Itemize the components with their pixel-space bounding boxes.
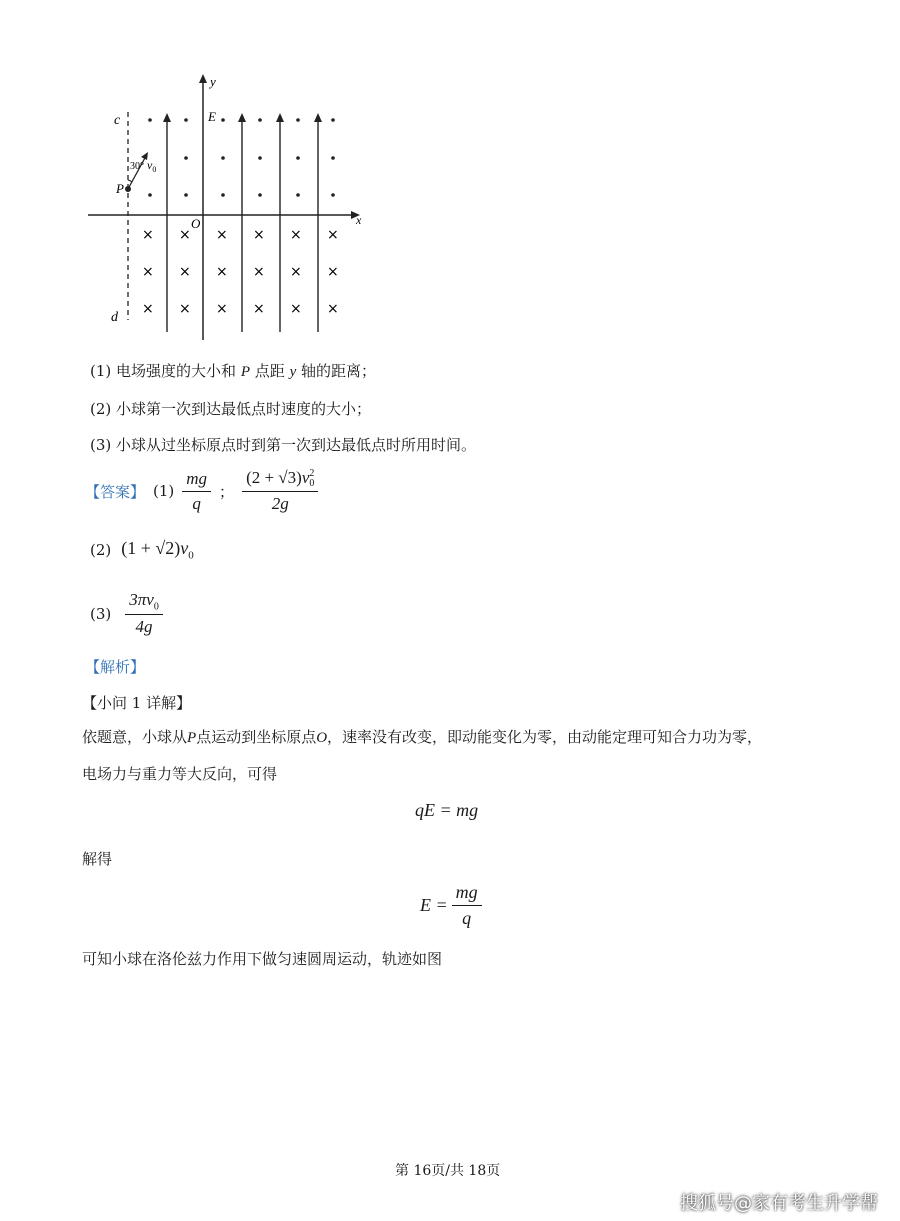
field-cross: × [179,227,191,243]
origin-label: O [191,216,201,231]
field-dot [221,118,225,122]
field-cross: × [179,301,191,317]
fraction-denominator: 2g [271,494,289,514]
equation-lhs: E = [420,895,448,915]
q3-text: 小球从过坐标原点时到第一次到达最低点时所用时间。 [116,436,477,454]
field-cross: × [253,301,265,317]
field-cross: × [216,301,228,317]
subscript: 0 [153,601,159,613]
field-cross: × [216,227,228,243]
field-cross: × [142,264,154,280]
q1-text-b: 点距 [254,362,285,380]
line-c-label: c [114,113,121,128]
answer-1-fraction-2 [242,468,318,514]
expression: (2 + √3) [246,468,302,487]
field-dot [331,156,335,160]
field-dot [184,118,188,122]
question-1 [90,360,376,381]
analysis-paragraph-1 [82,726,762,747]
y-axis-label: y [210,74,216,89]
field-dot [258,156,262,160]
field-cross: × [290,301,302,317]
fraction-denominator: q [462,908,472,928]
p1-text-b: 点运动到坐标原点 [196,728,317,746]
q1-var-y: y [289,364,297,380]
angle-label: 30° [130,161,144,172]
field-dot [296,193,300,197]
q1-text-a: 电场强度的大小和 [116,362,237,380]
fraction-numerator [125,590,163,615]
field-dot [258,193,262,197]
velocity-symbol: v [301,468,310,487]
field-dot [296,118,300,122]
line-d-label: d [111,310,118,325]
expression: (1 + √2) [121,538,181,558]
q1-var-p: P [240,364,250,380]
field-cross: × [142,301,154,317]
q1-number: (1) [90,362,112,380]
p1-var-o: O [316,730,328,746]
answer-1 [85,468,318,514]
field-cross: × [327,264,339,280]
electric-field-lines [163,113,322,332]
field-dot [184,193,188,197]
field-dot [184,156,188,160]
field-cross: × [290,264,302,280]
field-cross: × [253,264,265,280]
fraction-denominator: 4g [135,617,153,637]
field-dot [148,118,152,122]
sub-heading: 【小问 1 详解】 [82,694,192,712]
field-dot [331,193,335,197]
answer-1-number: (1) [153,482,175,501]
subscript: 0 [309,478,315,490]
field-line-arrow [163,113,171,122]
x-axis-label: x [356,213,362,227]
field-dot [331,118,335,122]
answer-3-fraction [125,590,163,637]
field-cross: × [142,227,154,243]
field-line-arrow [314,113,322,122]
q2-text: 小球第一次到达最低点时速度的大小； [116,400,372,418]
magnetic-field-in-crosses [142,227,339,317]
expression: 3πv [129,590,154,609]
field-dot [258,118,262,122]
field-dot [221,156,225,160]
field-dot [296,156,300,160]
field-cross: × [179,264,191,280]
field-line-arrow [276,113,284,122]
subscript: 0 [188,549,194,562]
superscript: 2 [309,468,315,480]
point-p-label: P [116,181,124,196]
fraction-denominator: q [192,493,201,513]
fraction-numerator [242,468,318,492]
analysis-paragraph-3: 解得 [82,850,113,868]
answer-1-fraction-1 [182,469,211,514]
physics-figure [80,70,380,345]
equation-2 [420,882,482,929]
velocity-label: $v_0$ [147,158,157,174]
velocity-symbol: v [180,538,189,558]
watermark: 搜狐号@家有考生升学帮 [680,1193,878,1214]
field-cross: × [216,264,228,280]
question-3 [90,434,476,455]
p1-text-c: ，速率没有改变，即动能变化为零，由动能定理可知合力功为零， [327,728,763,746]
p1-text-a: 依题意，小球从 [82,728,188,746]
answer-tag: 【答案】 [85,482,146,501]
field-label: E [208,109,216,124]
answer-2 [90,538,194,562]
page-number: 第 16页/共 18页 [395,1163,501,1179]
field-cross: × [327,227,339,243]
answer-2-number: (2) [90,540,112,559]
field-cross: × [327,301,339,317]
analysis-paragraph-4: 可知小球在洛伦兹力作用下做匀速圆周运动，轨迹如图 [82,950,443,968]
question-2 [90,398,371,419]
equation-2-fraction [452,882,482,929]
field-cross: × [290,227,302,243]
field-dot [221,193,225,197]
field-line-arrow [238,113,246,122]
q3-number: (3) [90,436,112,454]
analysis-paragraph-2: 电场力与重力等大反向，可得 [82,765,278,783]
angle-arc [128,180,132,182]
answer-separator: ； [219,482,235,501]
q1-text-c: 轴的距离； [301,362,377,380]
y-axis-arrow [199,74,207,83]
q2-number: (2) [90,400,112,418]
fraction-numerator: mg [452,882,482,906]
analysis-tag: 【解析】 [85,658,146,676]
answer-2-expression [121,538,194,562]
answer-3 [90,590,163,637]
fraction-numerator: mg [182,469,211,492]
p1-var-p: P [187,730,197,746]
answer-3-number: (3) [90,604,112,623]
field-cross: × [253,227,265,243]
equation-1: qE = mg [415,800,479,820]
field-dot [148,193,152,197]
